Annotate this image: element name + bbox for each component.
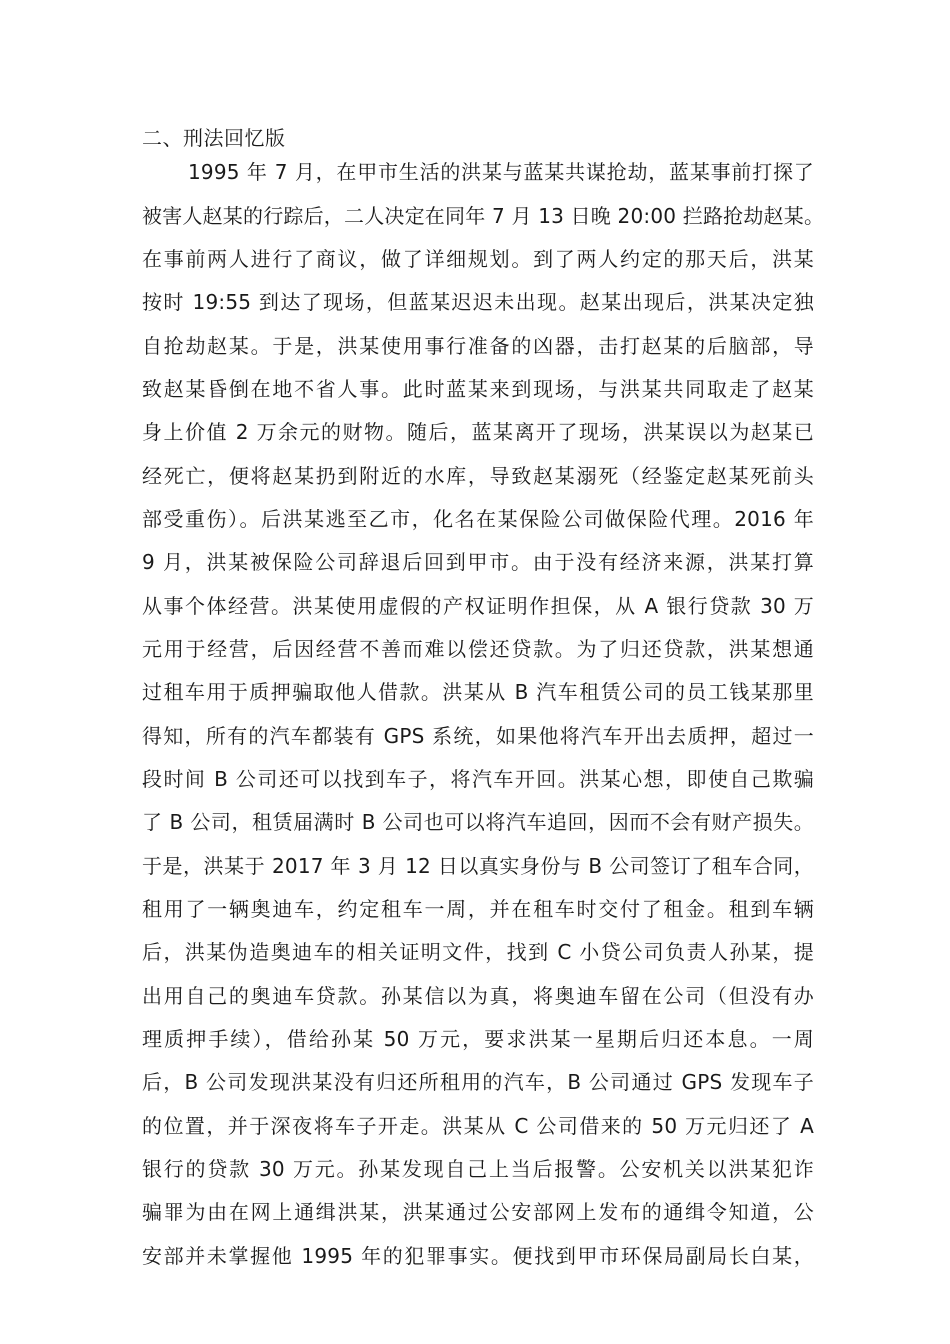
paragraph-line: 元用于经营，后因经营不善而难以偿还贷款。为了归还贷款，洪某想通: [142, 637, 814, 661]
paragraph-line: 了 B 公司，租赁届满时 B 公司也可以将汽车追回，因而不会有财产损失。: [142, 810, 814, 834]
paragraph-line: 经死亡，便将赵某扔到附近的水库，导致赵某溺死（经鉴定赵某死前头: [142, 464, 814, 488]
paragraph-line: 出用自己的奥迪车贷款。孙某信以为真，将奥迪车留在公司（但没有办: [142, 984, 814, 1008]
paragraph-line: 理质押手续），借给孙某 50 万元，要求洪某一星期后归还本息。一周: [142, 1027, 814, 1051]
paragraph-line: 自抢劫赵某。于是，洪某使用事行准备的凶器，击打赵某的后脑部，导: [142, 334, 814, 358]
paragraph-line: 部受重伤）。后洪某逃至乙市，化名在某保险公司做保险代理。2016 年: [142, 507, 814, 531]
paragraph-line: 的位置，并于深夜将车子开走。洪某从 C 公司借来的 50 万元归还了 A: [142, 1114, 814, 1138]
paragraph-line: 被害人赵某的行踪后，二人决定在同年 7 月 13 日晚 20:00 拦路抢劫赵某。: [142, 204, 825, 228]
paragraph-line: 按时 19:55 到达了现场，但蓝某迟迟未出现。赵某出现后，洪某决定独: [142, 290, 814, 314]
paragraph-line: 租用了一辆奥迪车，约定租车一周，并在租车时交付了租金。租到车辆: [142, 897, 814, 921]
paragraph-line: 身上价值 2 万余元的财物。随后，蓝某离开了现场，洪某误以为赵某已: [142, 420, 814, 444]
paragraph-line: 过租车用于质押骗取他人借款。洪某从 B 汽车租赁公司的员工钱某那里: [142, 680, 814, 704]
paragraph-line: 银行的贷款 30 万元。孙某发现自己上当后报警。公安机关以洪某犯诈: [142, 1157, 814, 1181]
paragraph-line: 于是，洪某于 2017 年 3 月 12 日以真实身份与 B 公司签订了租车合同，: [142, 854, 814, 878]
paragraph-line: 安部并未掌握他 1995 年的犯罪事实。便找到甲市环保局副局长白某，: [142, 1244, 814, 1268]
paragraph-line: 9 月，洪某被保险公司辞退后回到甲市。由于没有经济来源，洪某打算: [142, 550, 814, 574]
paragraph-line: 从事个体经营。洪某使用虚假的产权证明作担保，从 A 银行贷款 30 万: [142, 594, 814, 618]
paragraph-line: 致赵某昏倒在地不省人事。此时蓝某来到现场，与洪某共同取走了赵某: [142, 377, 814, 401]
paragraph-line: 得知，所有的汽车都装有 GPS 系统，如果他将汽车开出去质押，超过一: [142, 724, 814, 748]
paragraph-line: 1995 年 7 月，在甲市生活的洪某与蓝某共谋抢劫，蓝某事前打探了: [188, 160, 814, 184]
paragraph-line: 在事前两人进行了商议，做了详细规划。到了两人约定的那天后，洪某: [142, 247, 814, 271]
paragraph-line: 后，洪某伪造奥迪车的相关证明文件，找到 C 小贷公司负责人孙某，提: [142, 940, 814, 964]
paragraph-line: 后，B 公司发现洪某没有归还所租用的汽车，B 公司通过 GPS 发现车子: [142, 1070, 814, 1094]
section-heading: 二、刑法回忆版: [142, 126, 286, 150]
paragraph-line: 段时间 B 公司还可以找到车子，将汽车开回。洪某心想，即使自己欺骗: [142, 767, 814, 791]
paragraph-line: 骗罪为由在网上通缉洪某，洪某通过公安部网上发布的通缉令知道，公: [142, 1200, 814, 1224]
